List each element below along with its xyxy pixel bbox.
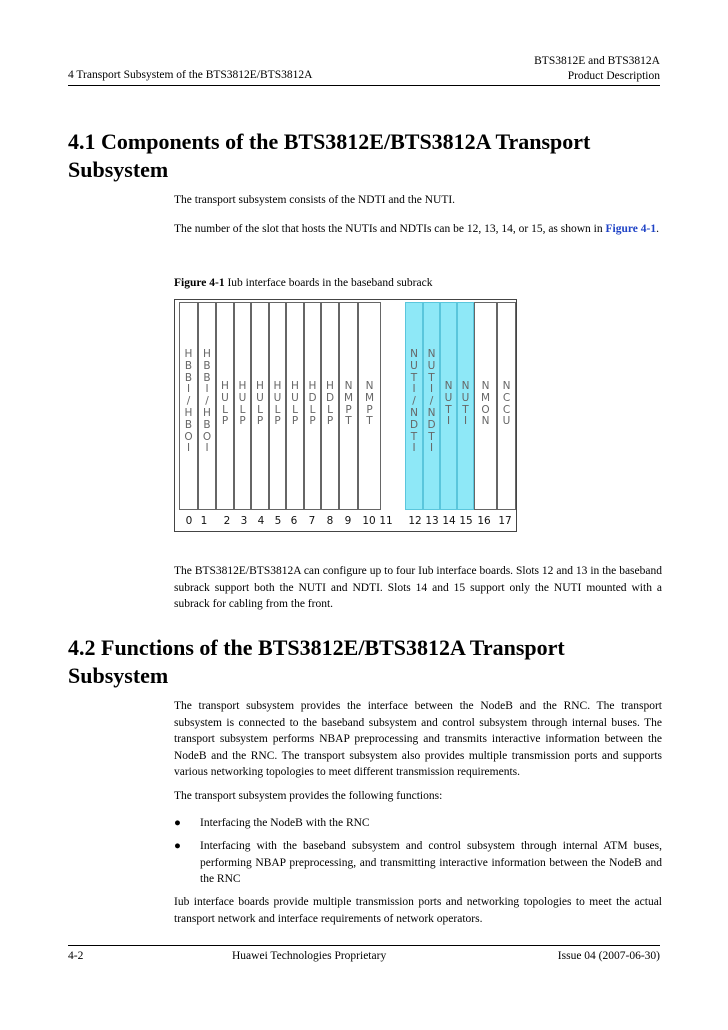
slot-board-label: N M O N xyxy=(480,380,491,428)
subrack-slot-board xyxy=(497,302,516,510)
slot-number: 2 xyxy=(223,515,231,527)
header-product-line2: Product Description xyxy=(567,70,660,82)
slot-board-label: H U L P xyxy=(238,380,247,428)
header-rule xyxy=(68,85,660,86)
bullet-text: Interfacing the NodeB with the RNC xyxy=(200,817,370,829)
slot-board-label: N M P T xyxy=(364,380,375,428)
s2-para2: The transport subsystem provides the following functions: xyxy=(174,790,443,802)
slot-number: 3 xyxy=(240,515,248,527)
section-4-1-title-line1: 4.1 Components of the BTS3812E/BTS3812A Transport xyxy=(68,129,591,154)
subrack-slot-board xyxy=(304,302,321,510)
subrack-slot-board xyxy=(269,302,286,510)
subrack-slot-board xyxy=(474,302,497,510)
slot-number: 4 xyxy=(257,515,265,527)
slot-number: 5 xyxy=(274,515,282,527)
figure-4-1-link[interactable]: Figure 4-1 xyxy=(605,223,657,235)
section-4-2-title-line2: Subsystem xyxy=(68,663,169,688)
footer-issue: Issue 04 (2007-06-30) xyxy=(557,950,660,962)
slot-number: 13 xyxy=(425,515,439,527)
s2-para1: The transport subsystem provides the interface between the NodeB and the RNC. The transport subsystem is connected to the baseband subsystem and control subsystem through internal buses. The transport subsystem performs NBAP preprocessing and transmits interactive information between the NodeB and the RNC. The transport subsystem also provides multiple transmission ports and supports various networking topologies to meet different transmission requirements. xyxy=(174,700,662,778)
figure-caption xyxy=(174,275,662,292)
footer-rule xyxy=(68,945,660,946)
subrack-slot-board xyxy=(286,302,304,510)
slot-board-label: H D L P xyxy=(308,380,317,428)
slot-number: 8 xyxy=(326,515,334,527)
s1-para2-text: The number of the slot that hosts the NUTIs and NDTIs can be 12, 13, 14, or 15, as shown in xyxy=(174,223,603,235)
slot-board-label: N U T I xyxy=(461,380,470,428)
figure-caption-text: Iub interface boards in the baseband subrack xyxy=(224,277,433,289)
slot-number: 0 xyxy=(185,515,193,527)
header-chapter: 4 Transport Subsystem of the BTS3812E/BTS3812A xyxy=(68,69,313,81)
slot-number: 1 xyxy=(200,515,208,527)
s1-para2-suffix: . xyxy=(656,223,659,235)
slot-number: 17 xyxy=(498,515,512,527)
header-product-line1: BTS3812E and BTS3812A xyxy=(534,55,660,67)
slot-number: 16 xyxy=(477,515,491,527)
subrack-slot-board xyxy=(423,302,440,510)
slot-board-label: N M P T xyxy=(343,380,354,428)
section-4-1-title-line2: Subsystem xyxy=(68,157,169,182)
section-4-1-title xyxy=(68,128,668,184)
subrack-slot-board xyxy=(457,302,474,510)
slot-board-label: H U L P xyxy=(273,380,282,428)
slot-number: 6 xyxy=(290,515,298,527)
s2-para3: Iub interface boards provide multiple transmission ports and networking topologies to meet the actual transport network and interface requirements of network operators. xyxy=(174,896,662,925)
section-4-2-title-line1: 4.2 Functions of the BTS3812E/BTS3812A Transport xyxy=(68,635,565,660)
subrack-slot-board xyxy=(358,302,381,510)
bullet-dot-icon: ● xyxy=(174,817,181,829)
slot-board-label: N U T I / N D T I xyxy=(409,348,419,455)
slot-number: 15 xyxy=(459,515,473,527)
subrack-slot-board xyxy=(251,302,269,510)
slot-board-label: N U T I / N D T I xyxy=(427,348,436,455)
subrack-slot-board xyxy=(234,302,251,510)
s1-para2 xyxy=(174,221,662,238)
slot-board-label: H B B I / H B O I xyxy=(202,348,212,455)
subrack-slot-board xyxy=(216,302,234,510)
slot-board-label: N U T I xyxy=(444,380,453,428)
subrack-slot-board xyxy=(321,302,339,510)
subrack-slot-board xyxy=(339,302,358,510)
slot-number: 7 xyxy=(308,515,316,527)
figure-caption-label: Figure 4-1 xyxy=(174,277,225,289)
slot-number: 9 xyxy=(344,515,352,527)
slot-board-label: N C C U xyxy=(502,380,511,428)
slot-board-label: H U L P xyxy=(291,380,299,428)
slot-board-label: H B B I / H B O I xyxy=(184,348,193,455)
slot-board-label: H U L P xyxy=(221,380,229,428)
slot-board-label: H U L P xyxy=(256,380,264,428)
slot-number: 10 xyxy=(362,515,376,527)
header-product xyxy=(534,54,660,84)
bullet-dot-icon: ● xyxy=(174,840,181,852)
slot-number: 11 xyxy=(379,515,393,527)
s1-para1: The transport subsystem consists of the NDTI and the NUTI. xyxy=(174,194,456,206)
footer-page-number: 4-2 xyxy=(68,950,84,962)
s1-para3: The BTS3812E/BTS3812A can configure up to four Iub interface boards. Slots 12 and 13 in the baseband subrack support both the NUTI and NDTI. Slots 14 and 15 support only the NUTI mounted with a subrack for cabling from the front. xyxy=(174,565,662,610)
bullet-text: Interfacing with the baseband subsystem and control subsystem through internal ATM buses, performing NBAP preprocessing, and transmitting interactive information between the NodeB and the RNC xyxy=(200,840,662,885)
section-4-2-title xyxy=(68,634,668,690)
subrack-slot-board xyxy=(405,302,423,510)
subrack-slot-board xyxy=(179,302,198,510)
slot-number: 12 xyxy=(408,515,422,527)
footer-proprietary: Huawei Technologies Proprietary xyxy=(232,950,387,962)
slot-board-label: H D L P xyxy=(325,380,335,428)
subrack-slot-board xyxy=(198,302,216,510)
subrack-slot-board xyxy=(440,302,457,510)
slot-number: 14 xyxy=(442,515,456,527)
baseband-subrack-figure xyxy=(174,299,517,532)
